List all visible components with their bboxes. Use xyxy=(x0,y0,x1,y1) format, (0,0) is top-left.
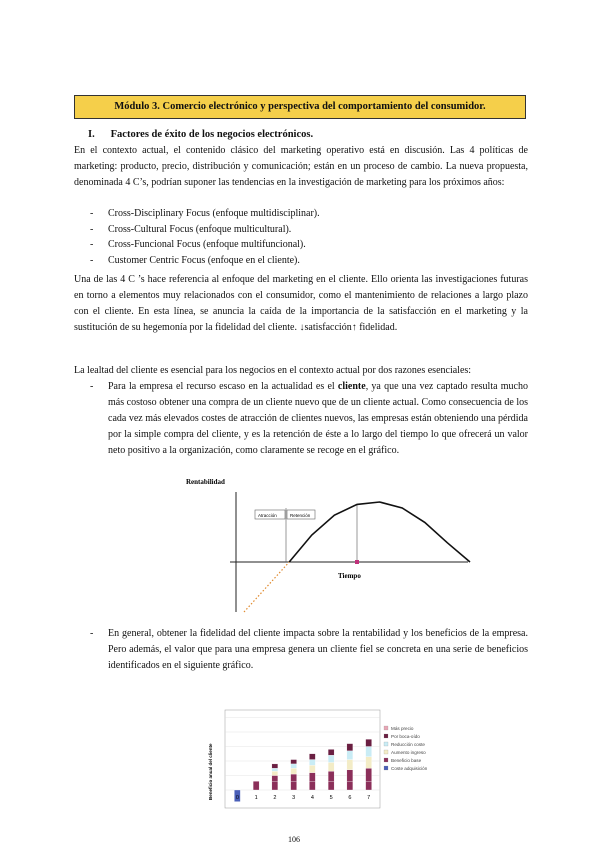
bar-segment xyxy=(347,744,353,751)
bar-segment xyxy=(272,768,278,771)
x-tick-label: 6 xyxy=(348,795,352,801)
x-tick-label: 0 xyxy=(235,795,239,801)
bar-segment xyxy=(309,765,315,772)
bar-segment xyxy=(366,739,372,746)
bar-segment xyxy=(309,781,315,790)
x-tick-label: 4 xyxy=(310,795,314,801)
customer-benefit-chart xyxy=(200,708,450,848)
bullet-scarce-resource-text xyxy=(90,379,528,459)
bar-segment xyxy=(366,757,372,769)
x-tick-labels xyxy=(236,795,370,801)
bar-segment xyxy=(291,768,297,774)
legend-label: Beneficio base xyxy=(391,758,422,763)
x-tick-label: 7 xyxy=(367,795,371,801)
bar-segment xyxy=(253,781,259,790)
profit-curve xyxy=(289,502,470,562)
bar-segment xyxy=(328,771,334,781)
bar-segment xyxy=(272,764,278,768)
y-axis-label: Rentabilidad xyxy=(186,478,225,486)
x-tick-label: 1 xyxy=(254,795,258,801)
bar-segment xyxy=(366,768,372,781)
bar-segment xyxy=(309,773,315,782)
bar-segment xyxy=(309,760,315,766)
paragraph-customer-focus xyxy=(74,272,528,336)
legend-label: Aumento ingreso xyxy=(391,750,426,755)
bar-segment xyxy=(272,771,278,775)
gridlines xyxy=(225,718,380,791)
y-axis-label: Beneficio anual del cliente xyxy=(208,743,213,800)
bullet1-keyword: cliente xyxy=(337,381,366,392)
legend-label: Coste adquisición xyxy=(391,766,428,771)
satisfaction-fidelity-note: ↓satisfacción↑ fidelidad. xyxy=(299,322,398,334)
legend-label: Por boca-oído xyxy=(391,734,420,739)
bar-segment xyxy=(291,760,297,764)
bullet1-before: Para la empresa el recurso escaso en la actualidad es el xyxy=(108,381,338,392)
bar-segment xyxy=(272,781,278,790)
phase-label-attraction: Atracción xyxy=(258,513,277,518)
section-title: Factores de éxito de los negocios electrónicos. xyxy=(110,129,314,140)
list-item: - Cross-Funcional Focus (enfoque multifuncional). xyxy=(90,237,520,253)
bar-segment xyxy=(309,754,315,760)
page-number: 106 xyxy=(288,835,300,844)
legend-swatch xyxy=(384,734,388,738)
bar-segment xyxy=(328,749,334,755)
bar-segment xyxy=(291,774,297,781)
legend-swatch xyxy=(384,758,388,762)
bullet-dash: - xyxy=(90,628,94,639)
x-tick-label: 3 xyxy=(292,795,296,801)
bar-segment xyxy=(347,751,353,760)
bars-group xyxy=(234,739,371,801)
bullet-loyalty-benefits xyxy=(90,626,528,674)
phase-label-retention: Retención xyxy=(290,513,311,518)
bar-segment xyxy=(291,764,297,768)
legend-swatch xyxy=(384,726,388,730)
bullet-dash: - xyxy=(90,381,94,392)
list-item: - Cross-Disciplinary Focus (enfoque multidisciplinar). xyxy=(90,206,520,222)
module-title: Módulo 3. Comercio electrónico y perspectiva del comportamiento del consumidor. xyxy=(114,101,486,112)
x-tick-label: 5 xyxy=(329,795,333,801)
bar-segment xyxy=(366,781,372,790)
plot-frame xyxy=(225,710,380,808)
paragraph-loyalty: La lealtad del cliente es esencial para los negocios en el contexto actual por dos razones esenciales: xyxy=(74,365,472,376)
marker-point xyxy=(355,560,359,564)
bar-segment xyxy=(347,781,353,790)
bar-segment xyxy=(347,770,353,782)
legend-swatch xyxy=(384,750,388,754)
bar-segment xyxy=(328,781,334,790)
bar-segment xyxy=(272,776,278,782)
bullet-scarce-resource xyxy=(90,379,528,459)
paragraph-customer-focus-text: Una de las 4 C ’s hace referencia al enfoque del marketing en el cliente. Ello orienta las investigaciones futuras en torno a elementos muy relacionados con el consumidor, como el mantenimiento de relaciones a largo plazo con el cliente. En esta línea, se anuncia la caída de la importancia de la satisfacción en el marketing y la sustitución de su hegemonía por la fidelidad del cliente. xyxy=(74,274,528,334)
section-heading xyxy=(88,129,313,140)
list-4c xyxy=(90,206,520,268)
legend-swatch xyxy=(384,742,388,746)
bullet1-after: , ya que una vez captado resulta mucho más costoso obtener una compra de un cliente nuevo que de un cliente actual. Como consecuencia de los cada vez más elevados costes de atracción de clientes nuevos, las empresas están obteniendo una pérdida por la simple compra del cliente, y es la retención de éste a lo largo del tiempo lo que ofrecerá un valor neto positivo a la organización, como claramente se recoge en el gráfico. xyxy=(108,381,528,457)
bar-segment xyxy=(328,755,334,762)
bar-segment xyxy=(347,760,353,770)
bullet-loyalty-benefits-text: En general, obtener la fidelidad del cliente impacta sobre la rentabilidad y los beneficios de la empresa. Pero además, el valor que para una empresa genera un cliente fiel se concreta en una serie de beneficios identificados en el siguiente gráfico. xyxy=(108,628,528,672)
bar-segment xyxy=(328,762,334,771)
loss-segment xyxy=(244,562,289,612)
list-item: - Cross-Cultural Focus (enfoque multicultural). xyxy=(90,222,520,238)
bar-segment xyxy=(366,747,372,757)
paragraph-intro: En el contexto actual, el contenido clásico del marketing operativo está en discusión. Las 4 políticas de marketing: producto, precio, distribución y comunicación; están en un proceso de cambio. La nueva propuesta, denominada 4 C’s, podrían suponer las tendencias en la investigación de marketing para los próximos años: xyxy=(74,145,528,189)
module-title-box xyxy=(74,95,526,119)
legend-label: Más precio xyxy=(391,726,414,731)
profitability-chart xyxy=(178,472,476,622)
section-number: I. xyxy=(88,129,95,140)
legend-label: Reducción coste xyxy=(391,742,425,747)
legend xyxy=(384,726,428,771)
legend-swatch xyxy=(384,766,388,770)
x-axis-label: Tiempo xyxy=(338,572,361,580)
list-item: - Customer Centric Focus (enfoque en el cliente). xyxy=(90,253,520,269)
x-tick-label: 2 xyxy=(273,795,277,801)
bar-segment xyxy=(291,781,297,790)
